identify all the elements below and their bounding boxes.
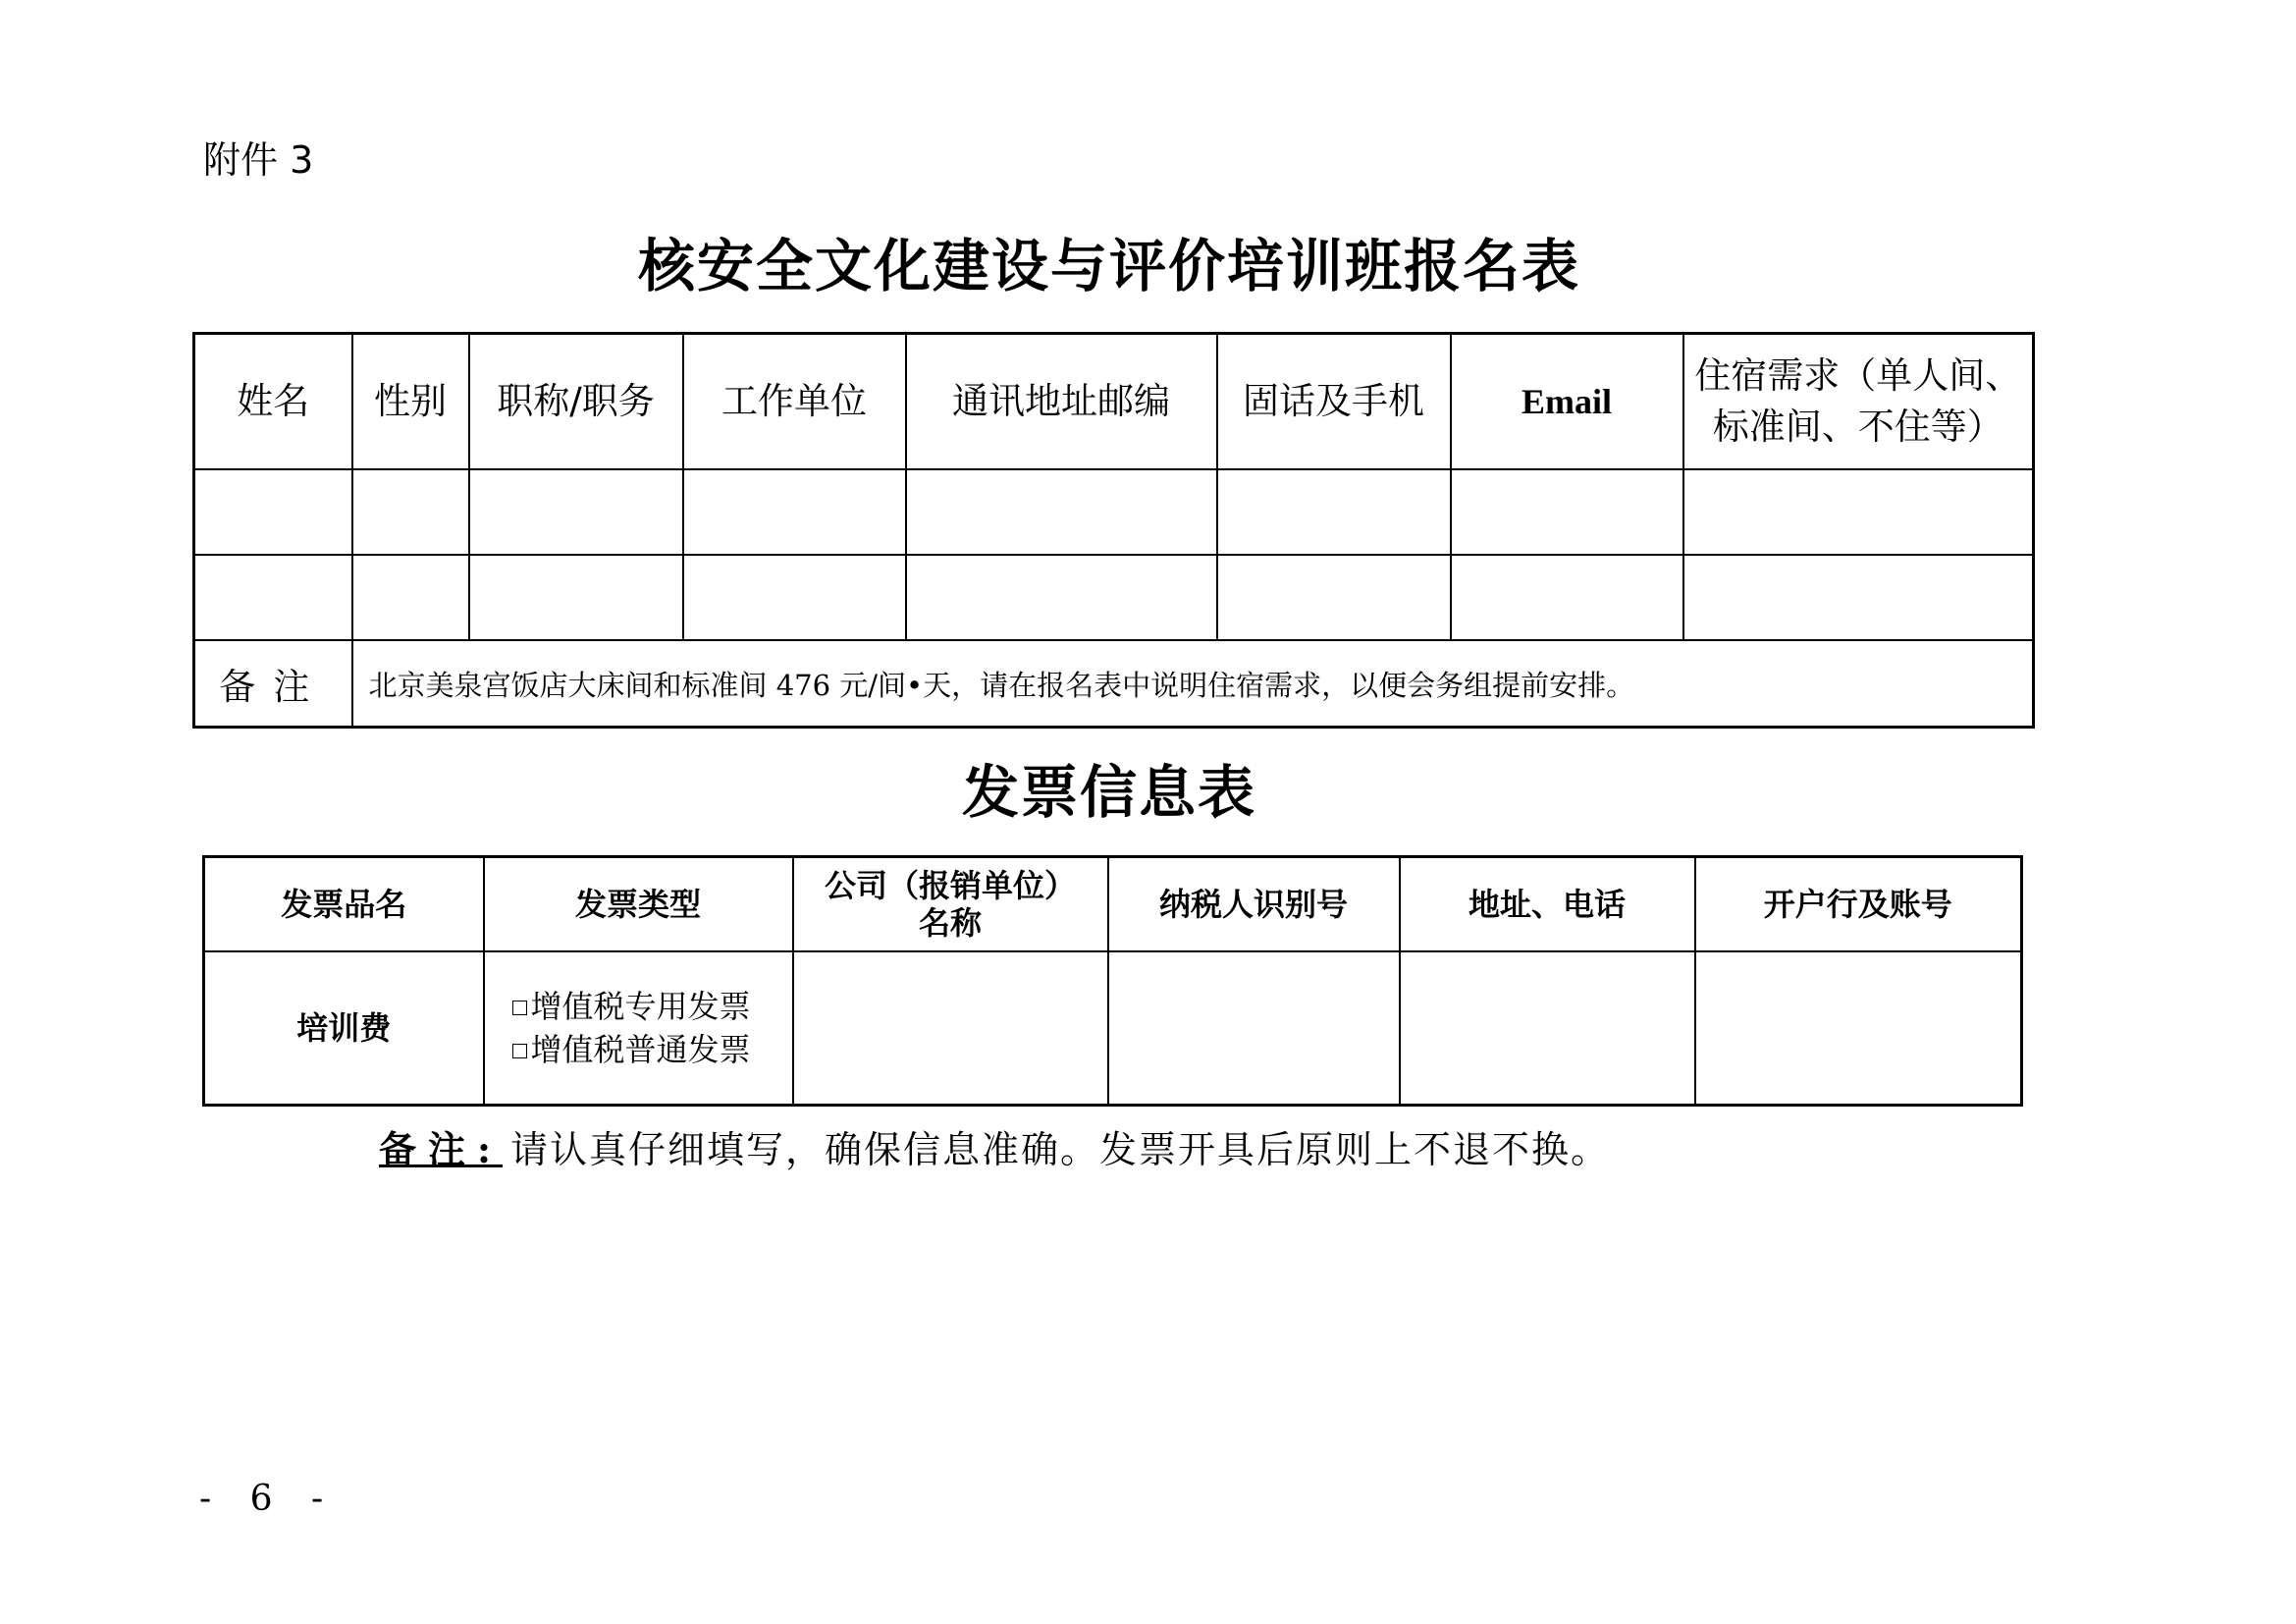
registration-blank-row bbox=[194, 555, 2034, 640]
header-company-name bbox=[793, 857, 1108, 952]
gender-cell[interactable] bbox=[352, 469, 469, 555]
header-work-unit: 工作单位 bbox=[683, 334, 906, 470]
header-taxpayer-id: 纳税人识别号 bbox=[1108, 857, 1400, 952]
attachment-label: 附件 3 bbox=[203, 138, 314, 182]
invoice-item-cell: 培训费 bbox=[204, 951, 484, 1106]
special-invoice-label: 增值税专用发票 bbox=[530, 988, 751, 1025]
note-text: 请认真仔细填写，确保信息准确。发票开具后原则上不退不换。 bbox=[510, 1128, 1611, 1171]
header-invoice-type: 发票类型 bbox=[484, 857, 793, 952]
title-position-cell[interactable] bbox=[469, 469, 683, 555]
work-unit-cell[interactable] bbox=[683, 555, 906, 640]
gender-cell[interactable] bbox=[352, 555, 469, 640]
address-postcode-cell[interactable] bbox=[906, 555, 1217, 640]
address-phone-cell[interactable] bbox=[1400, 951, 1695, 1106]
page-number: - 6 - bbox=[199, 1479, 338, 1519]
invoice-table bbox=[202, 855, 2023, 1107]
phone-cell[interactable] bbox=[1217, 469, 1451, 555]
header-accommodation-line2: 标准间、不住等） bbox=[1712, 406, 2003, 448]
header-address-phone: 地址、电话 bbox=[1400, 857, 1695, 952]
email-cell[interactable] bbox=[1451, 469, 1683, 555]
special-invoice-checkbox[interactable] bbox=[512, 1001, 527, 1015]
remark-text: 北京美泉宫饭店大床间和标准间 476 元/间•天，请在报名表中说明住宿需求，以便会务组提前安排。 bbox=[352, 640, 2034, 728]
header-invoice-item: 发票品名 bbox=[204, 857, 484, 952]
header-company-line1: 公司（报销单位） bbox=[824, 867, 1076, 904]
registration-table bbox=[192, 332, 2035, 729]
accommodation-cell[interactable] bbox=[1683, 555, 2034, 640]
bottom-note bbox=[379, 1125, 1610, 1174]
invoice-form-title: 发票信息表 bbox=[961, 759, 1256, 826]
note-label-colon: : bbox=[477, 1127, 504, 1171]
header-accommodation bbox=[1683, 334, 2034, 470]
header-accommodation-line1: 住宿需求（单人间、 bbox=[1694, 354, 2022, 397]
invoice-data-row bbox=[204, 951, 2022, 1106]
header-name: 姓名 bbox=[194, 334, 352, 470]
registration-remark-row bbox=[194, 640, 2034, 728]
header-bank-account: 开户行及账号 bbox=[1695, 857, 2022, 952]
accommodation-cell[interactable] bbox=[1683, 469, 2034, 555]
note-label-text: 备注 bbox=[379, 1127, 478, 1171]
header-phone: 固话及手机 bbox=[1217, 334, 1451, 470]
general-invoice-checkbox[interactable] bbox=[512, 1044, 527, 1058]
phone-cell[interactable] bbox=[1217, 555, 1451, 640]
registration-blank-row bbox=[194, 469, 2034, 555]
registration-form-title: 核安全文化建设与评价培训班报名表 bbox=[637, 233, 1580, 299]
address-postcode-cell[interactable] bbox=[906, 469, 1217, 555]
general-invoice-label: 增值税普通发票 bbox=[530, 1031, 751, 1068]
header-gender: 性别 bbox=[352, 334, 469, 470]
name-cell[interactable] bbox=[194, 555, 352, 640]
header-title-position: 职称/职务 bbox=[469, 334, 683, 470]
header-address-postcode: 通讯地址邮编 bbox=[906, 334, 1217, 470]
title-position-cell[interactable] bbox=[469, 555, 683, 640]
note-label bbox=[379, 1127, 503, 1171]
invoice-header-row bbox=[204, 857, 2022, 952]
company-name-cell[interactable] bbox=[793, 951, 1108, 1106]
general-invoice-option[interactable] bbox=[493, 1028, 784, 1071]
bank-account-cell[interactable] bbox=[1695, 951, 2022, 1106]
registration-header-row bbox=[194, 334, 2034, 470]
remark-label: 备注 bbox=[194, 640, 352, 728]
invoice-type-cell bbox=[484, 951, 793, 1106]
special-invoice-option[interactable] bbox=[493, 985, 784, 1028]
name-cell[interactable] bbox=[194, 469, 352, 555]
email-cell[interactable] bbox=[1451, 555, 1683, 640]
header-email: Email bbox=[1451, 334, 1683, 470]
taxpayer-id-cell[interactable] bbox=[1108, 951, 1400, 1106]
work-unit-cell[interactable] bbox=[683, 469, 906, 555]
header-company-line2: 名称 bbox=[918, 904, 982, 942]
